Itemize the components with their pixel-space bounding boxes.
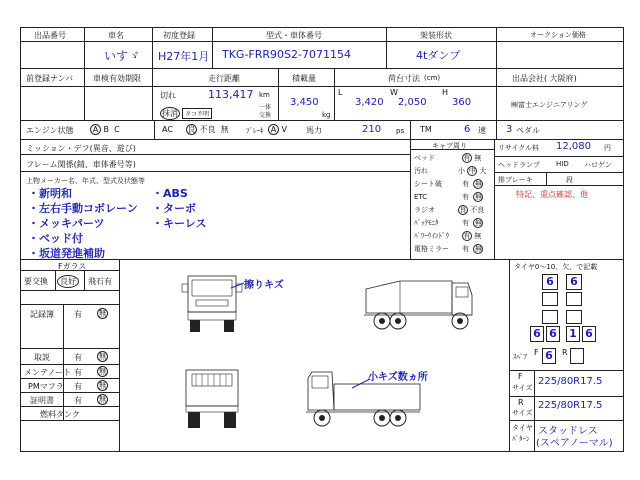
label-dims-unit: (cm): [424, 74, 441, 82]
cab-title: キャブ周り: [432, 142, 467, 150]
tire-2: [509, 396, 624, 397]
pm-yes: 有: [74, 382, 82, 391]
row2-divider: [20, 86, 624, 87]
cab-right: [494, 139, 495, 259]
cab-item-dirt: 汚れ 小 中 大: [414, 167, 487, 175]
w-value: 2,050: [398, 97, 427, 108]
label-spare-f: F: [534, 348, 539, 357]
equipment-left-list: [28, 186, 138, 261]
equipment-item: ・左右手動コボレーン: [28, 202, 138, 215]
v1: [84, 27, 85, 68]
cab-item-radio: ラジオ 良 不良: [414, 206, 485, 214]
label-headlamp: ヘッドランプ: [498, 161, 540, 169]
cab-item-etc: ETC 有 無: [414, 193, 482, 201]
frame-left: [20, 27, 21, 451]
equipment-item: ・ターボ: [152, 202, 196, 215]
h-value: 360: [452, 97, 472, 108]
label-pattern: ﾊﾟﾀｰﾝ: [512, 435, 530, 443]
label-manual: 取説: [34, 353, 50, 362]
pedal-value: 3: [506, 124, 513, 135]
label-mission: ミッション・デフ(異音、遊び): [26, 144, 136, 153]
rc-1: [494, 156, 624, 157]
equipment-item: ・メッキパーツ: [28, 217, 105, 230]
label-front-size: F: [518, 372, 523, 381]
recycle-value: 12,080: [556, 141, 591, 152]
cab-item-power-window: ﾊﾟﾜｰｳｲﾝﾄﾞｳ 有 無: [414, 232, 482, 240]
cab-list: [414, 152, 492, 256]
scratch-arrow: [230, 282, 246, 290]
engine-grade-a: A: [90, 124, 101, 135]
tire-rear-4: 6: [582, 326, 596, 342]
tire-blank: [542, 310, 558, 324]
label-erased: 抹消: [162, 109, 178, 118]
spare-rear-value: [570, 348, 584, 364]
equipment-header: 上物メーカー名、年式、型式及状態等: [26, 177, 145, 185]
car-name-value: いすゞ: [104, 49, 141, 63]
load-value: 3,450: [290, 97, 319, 108]
model-chassis-value: TKG-FRR90S2-7071154: [222, 48, 351, 61]
equipment-item: ・坂道発進補助: [28, 247, 105, 260]
mission-divider: [20, 154, 410, 155]
label-cut: 切れ: [160, 91, 176, 100]
records-yes: 有: [74, 310, 82, 319]
label-front-size-sub: サイズ: [512, 384, 533, 392]
label-engine: エンジン状態: [26, 126, 74, 135]
body-type-value: 4tダンプ: [416, 49, 461, 62]
tire-blank: [566, 310, 582, 324]
equipment-right-list: [152, 186, 206, 231]
label-mileage: 走行距離: [208, 74, 240, 83]
tire-blank: [542, 292, 558, 306]
lb-7: [20, 392, 119, 393]
v3: [212, 27, 213, 68]
cab-item-electric-mirror: 電格ミラー 有 無: [414, 245, 482, 253]
lb-8: [20, 406, 119, 407]
h-label: H: [442, 88, 449, 97]
brake-options: A V: [268, 124, 287, 135]
label-pm-muffler: PMマフラ: [28, 382, 64, 391]
cab-item-seat: シート破 有 無: [414, 180, 482, 188]
v5: [496, 27, 497, 68]
lb-6: [20, 378, 119, 379]
certificate-yes: 有: [74, 396, 82, 405]
row2-bottom: [20, 120, 624, 121]
label-brake: ﾌﾞﾚｰｷ: [246, 127, 264, 135]
label-model-chassis: 型式・車体番号: [266, 31, 322, 40]
label-fuel-tank: 燃料タンク: [40, 410, 80, 419]
certificate-no: 無: [98, 395, 107, 404]
label-exhaust-brake: 排ブレーキ: [498, 176, 533, 184]
v2-4: [334, 68, 335, 120]
tire-front-right: 6: [566, 274, 582, 290]
headlamp-halogen: ハロゲン: [584, 161, 612, 169]
tire-rear-2: 6: [546, 326, 560, 342]
horsepower-unit: ps: [396, 127, 405, 135]
cab-item-back-monitor: ﾊﾞｯｸﾓﾆﾀ 有 無: [414, 219, 482, 227]
manual-no: 無: [98, 352, 107, 361]
rc-3: [494, 185, 624, 186]
rc-2: [494, 172, 624, 173]
v4: [386, 27, 387, 68]
lb-3: [20, 304, 119, 305]
label-body-type: 架装形状: [420, 31, 452, 40]
label-chip: 飛石有: [88, 277, 112, 286]
tm-value: 6: [464, 124, 471, 135]
horsepower-value: 210: [362, 124, 382, 135]
manual-yes: 有: [74, 353, 82, 362]
load-unit: kg: [322, 111, 331, 119]
cab-left: [410, 139, 411, 259]
tire-header: タイヤ0〜10、欠、で記載: [514, 263, 598, 271]
v3-2: [410, 120, 411, 139]
maintenance-no: 無: [98, 367, 107, 376]
label-first-registration: 初度登録: [163, 31, 195, 40]
v2-2: [152, 68, 153, 120]
row3-bottom: [20, 139, 624, 140]
label-load: 積載量: [292, 74, 316, 83]
label-one-piece: 一体: [259, 104, 272, 111]
cab-item-bed: ベッド 有 無: [414, 154, 482, 162]
tire-rear-1: 6: [530, 326, 544, 342]
lb-v2: [84, 270, 85, 290]
rc-v: [546, 172, 547, 185]
label-rear-size: R: [518, 398, 524, 407]
label-spare-r: R: [562, 348, 568, 357]
tire-rear-3: 1: [566, 326, 580, 342]
w-label: W: [390, 88, 398, 97]
v2-3: [278, 68, 279, 120]
frame-bottom: [20, 451, 624, 452]
headlamp-hid: HID: [556, 160, 569, 168]
ac-good: 良: [187, 125, 196, 134]
l-label: L: [338, 88, 343, 97]
truck-rear-view-diagram: [182, 368, 242, 432]
frame-divider: [20, 171, 410, 172]
pm-no: 無: [98, 381, 107, 390]
label-car-name: 車名: [108, 31, 124, 40]
glass-good: 良好: [57, 275, 79, 288]
label-spare: ｽﾍﾟｱ: [513, 353, 527, 361]
seller-name: ㈱富士エンジニアリング: [511, 101, 588, 109]
v2: [152, 27, 153, 68]
lb-9: [20, 420, 119, 421]
spare-front-value: 6: [542, 348, 556, 364]
tire-left: [509, 259, 510, 451]
mileage-value: 113,417: [208, 88, 254, 101]
engine-grades: A B C: [90, 124, 120, 135]
tire-1: [509, 370, 624, 371]
registration-value: H27年1月: [158, 50, 210, 63]
v3-3: [496, 120, 497, 139]
label-tm: TM: [420, 125, 432, 134]
row1-divider: [20, 41, 624, 42]
row1-bottom: [20, 68, 624, 69]
v2-1: [84, 68, 85, 120]
tire-front-left: 6: [542, 274, 558, 290]
tire-pattern-value: (スペアノーマル): [536, 438, 613, 449]
equipment-item: ・ABS: [152, 187, 188, 200]
recycle-unit: 円: [604, 144, 611, 152]
tire-3: [509, 420, 624, 421]
lb-5: [20, 364, 119, 365]
v3-1: [154, 120, 155, 139]
v2-5: [496, 68, 497, 120]
mileage-unit: km: [259, 91, 270, 99]
records-no: 無: [98, 309, 107, 318]
equipment-item: ・新明和: [28, 187, 72, 200]
label-ac: AC: [162, 125, 173, 134]
label-inspection: 車検有効期限: [93, 74, 141, 83]
label-tacho-unknown: タコ不明: [182, 108, 212, 119]
special-notes: 特記、重点確認、他: [516, 190, 588, 199]
brake-a: A: [268, 124, 279, 135]
tire-blank: [566, 292, 582, 306]
small-scratch-note: 小キズ数ヵ所: [368, 372, 428, 383]
tire-type-value: スタッドレス: [538, 426, 598, 437]
small-scratch-arrow: [350, 378, 372, 390]
lb-right: [119, 259, 120, 451]
label-frame: フレーム関係(錆、車体番号等): [26, 160, 136, 169]
label-prev-plate: 前登録ナンバ: [26, 74, 74, 83]
label-records: 記録簿: [30, 310, 54, 319]
lb-v3: [63, 304, 64, 420]
lb-4: [20, 348, 119, 349]
scratch-note: 擦りキズ: [244, 280, 284, 291]
lb-v1: [55, 270, 56, 290]
label-rear-size-sub: サイズ: [512, 409, 533, 417]
label-recycle: リサイクル料: [498, 144, 540, 152]
label-certificate: 証明書: [30, 396, 54, 405]
label-maintenance: メンテノート: [24, 368, 72, 377]
label-tire-type: タイヤ: [512, 424, 533, 432]
label-horsepower: 馬力: [306, 126, 322, 135]
label-seller: 出品会社( 大阪府): [512, 74, 577, 83]
label-dims: 荷台寸法: [388, 74, 420, 83]
ac-options: 良 不良 無: [187, 125, 229, 134]
rear-tire-size: 225/80R17.5: [538, 400, 603, 411]
truck-side-view-right-diagram: [364, 273, 474, 333]
equipment-item: ・ベッド付: [28, 232, 83, 245]
lb-2: [20, 290, 119, 291]
frame-top: [20, 27, 624, 28]
seller-region: 大阪府: [549, 74, 574, 83]
l-value: 3,420: [355, 97, 384, 108]
label-pedal: ペダル: [516, 126, 540, 135]
label-front-glass: Fガラス: [58, 262, 87, 271]
maintenance-yes: 有: [74, 368, 82, 377]
tm-unit: 速: [478, 126, 486, 135]
label-change: 交換: [259, 112, 272, 119]
equipment-item: ・キーレス: [152, 217, 207, 230]
label-replace: 要交換: [24, 277, 48, 286]
label-auction-price: オークション価格: [530, 31, 586, 39]
label-gear-stage: 段: [566, 176, 573, 184]
label-lot-number: 出品番号: [34, 31, 66, 40]
frame-right: [623, 27, 624, 451]
front-tire-size: 225/80R17.5: [538, 376, 603, 387]
tire-v: [534, 370, 535, 451]
